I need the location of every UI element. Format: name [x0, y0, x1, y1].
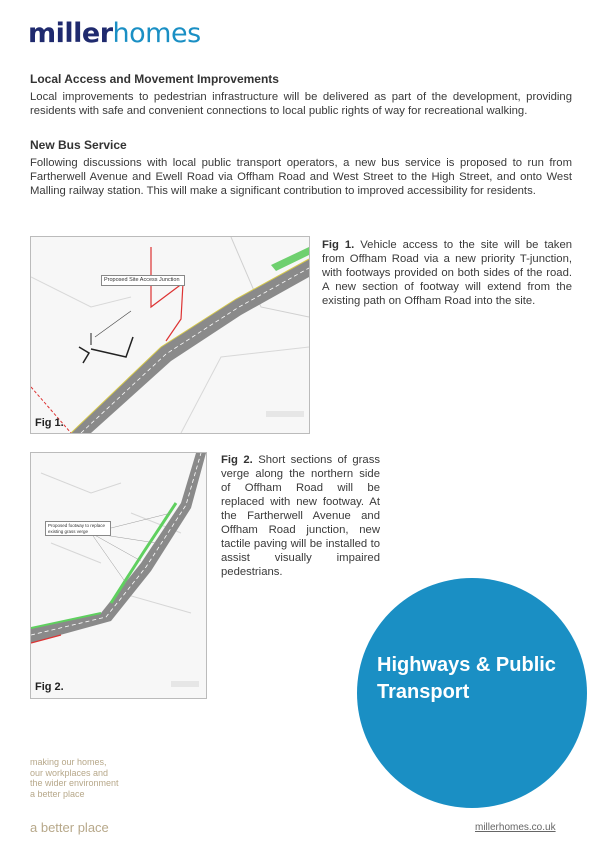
section-body-bus: Following discussions with local public transport operators, a new bus service is proposed to run from Fartherwell Avenue and Ewell Road via Offham Road and West Street to the High Street, and onto West Malling railway station. This will make a significant contribution to improved accessibility for residents. [30, 157, 572, 197]
footer-website-link[interactable]: millerhomes.co.uk [475, 822, 556, 833]
fig2-map-drawing [31, 453, 206, 698]
fig2-caption [221, 453, 380, 579]
brand-logo-part2: homes [112, 18, 201, 49]
fig2-caption-text: Short sections of grass verge along the northern side of Offham Road will be replaced with new footway. At the Fartherwell Avenue and Offham Road junction, new tactile paving will be installed to assist visually impaired pedestrians. [221, 454, 381, 578]
fig1-caption-lead: Fig 1. [322, 239, 355, 251]
fig2-caption-lead: Fig 2. [221, 454, 253, 466]
brand-logo [28, 20, 201, 47]
footer-a-better-place: a better place [30, 820, 109, 835]
fig1-caption-text: Vehicle access to the site will be taken from Offham Road via a new priority T-junction, with footways provided on both sides of the road. A new section of footway will extend from the existing path on Offham Road into the site. [322, 239, 573, 307]
section-heading-bus: New Bus Service [30, 138, 127, 152]
brand-logo-part1: miller [28, 18, 113, 49]
section-body-access: Local improvements to pedestrian infrastructure will be delivered as part of the development, providing residents with safe and convenient connections to local public rights of way for recreational walking. [30, 91, 572, 117]
footer-tagline: making our homes, our workplaces and the wider environment a better place [30, 757, 119, 799]
circle-title: Highways & Public Transport [377, 654, 556, 703]
fig1-map-drawing [31, 237, 309, 433]
fig2-label: Fig 2. [35, 681, 64, 693]
fig1-caption [322, 238, 572, 308]
fig2-callout: Proposed footway to replace existing grass verge [45, 521, 111, 536]
section-heading-access: Local Access and Movement Improvements [30, 72, 279, 86]
fig1-label: Fig 1. [35, 417, 64, 429]
fig2-map [30, 452, 207, 699]
fig1-callout: Proposed Site Access Junction [101, 275, 185, 286]
fig1-map [30, 236, 310, 434]
